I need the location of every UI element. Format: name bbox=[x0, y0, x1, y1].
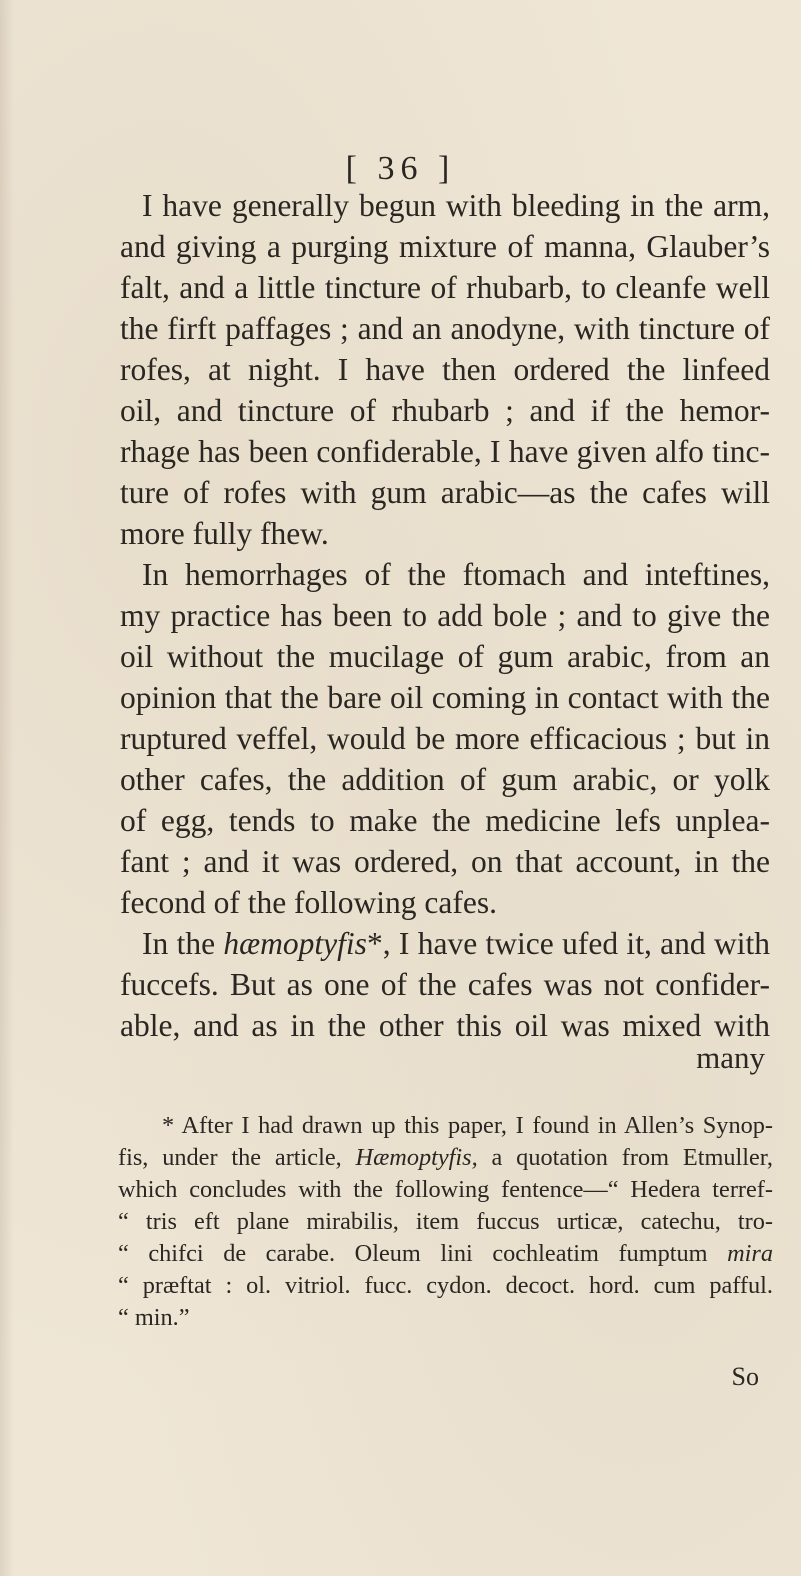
text-line: able, and as in the other this oil was mixed with bbox=[120, 1008, 770, 1043]
text-line: and giving a purging mixture of manna, Glauber’s bbox=[120, 229, 770, 264]
text-line: of egg, tends to make the medicine lefs unplea- bbox=[120, 803, 770, 838]
text-line-after: *, I have twice ufed it, and with bbox=[366, 926, 770, 961]
footnote-line-before: which concludes with the following fentence—“ Hedera terref- bbox=[118, 1176, 773, 1203]
catchword: many bbox=[696, 1040, 765, 1075]
footnote-catchword: So bbox=[731, 1362, 759, 1391]
footnote-line-before: * After I had drawn up this paper, I found in Allen’s Synop- bbox=[162, 1112, 773, 1139]
footnote-line-before: fis, under the article, bbox=[118, 1144, 356, 1171]
page-edge-shadow bbox=[0, 0, 14, 1576]
text-line-before: In the bbox=[142, 926, 224, 961]
text-line: other cafes, the addition of gum arabic, or yolk bbox=[120, 762, 770, 797]
text-line: ruptured veffel, would be more efficacious ; but in bbox=[120, 721, 770, 756]
footnote-line-before: “ tris eft plane mirabilis, item fuccus urticæ, catechu, tro- bbox=[118, 1208, 773, 1235]
footnote-line bbox=[118, 1174, 773, 1206]
text-line bbox=[120, 923, 770, 964]
footnote-line-italic: Hæmoptyfis, bbox=[355, 1144, 478, 1171]
footnote-line-before: “ min.” bbox=[118, 1304, 190, 1331]
text-line: falt, and a little tincture of rhubarb, to cleanfe well bbox=[120, 270, 770, 305]
footnote-line bbox=[118, 1110, 773, 1142]
footnote bbox=[118, 1110, 773, 1334]
text-line: more fully fhew. bbox=[120, 516, 329, 551]
text-line: rhage has been confiderable, I have given alfo tinc- bbox=[120, 434, 770, 469]
footnote-line-after: a quotation from Etmuller, bbox=[477, 1144, 773, 1171]
footnote-line bbox=[118, 1142, 773, 1174]
text-line: rofes, at night. I have then ordered the linfeed bbox=[120, 352, 770, 387]
text-line-italic: hæmoptyfis bbox=[223, 926, 367, 961]
footnote-line bbox=[118, 1206, 773, 1238]
footnote-line bbox=[118, 1270, 773, 1302]
text-line: In hemorrhages of the ftomach and inteftines, bbox=[142, 557, 770, 592]
text-line: oil, and tincture of rhubarb ; and if the hemor- bbox=[120, 393, 770, 428]
footnote-line-italic: mira bbox=[727, 1240, 773, 1267]
text-line: opinion that the bare oil coming in contact with the bbox=[120, 680, 770, 715]
text-line: fecond of the following cafes. bbox=[120, 885, 497, 920]
footnote-line-before: “ chifci de carabe. Oleum lini cochleatim fumptum bbox=[118, 1240, 728, 1267]
text-line: ture of rofes with gum arabic—as the cafes will bbox=[120, 475, 770, 510]
body-text bbox=[120, 185, 770, 1046]
text-line: oil without the mucilage of gum arabic, from an bbox=[120, 639, 770, 674]
page-number: [ 36 ] bbox=[345, 150, 456, 187]
footnote-line bbox=[118, 1302, 773, 1334]
text-line: fant ; and it was ordered, on that account, in the bbox=[120, 844, 770, 879]
text-line: I have generally begun with bleeding in the arm, bbox=[142, 188, 770, 223]
text-line: the firft paffages ; and an anodyne, with tincture of bbox=[120, 311, 770, 346]
footnote-line bbox=[118, 1238, 773, 1270]
text-line: my practice has been to add bole ; and to give the bbox=[120, 598, 770, 633]
text-line: fuccefs. But as one of the cafes was not confider- bbox=[120, 967, 770, 1002]
footnote-line-before: “ præftat : ol. vitriol. fucc. cydon. decoct. hord. cum pafful. bbox=[118, 1272, 773, 1299]
